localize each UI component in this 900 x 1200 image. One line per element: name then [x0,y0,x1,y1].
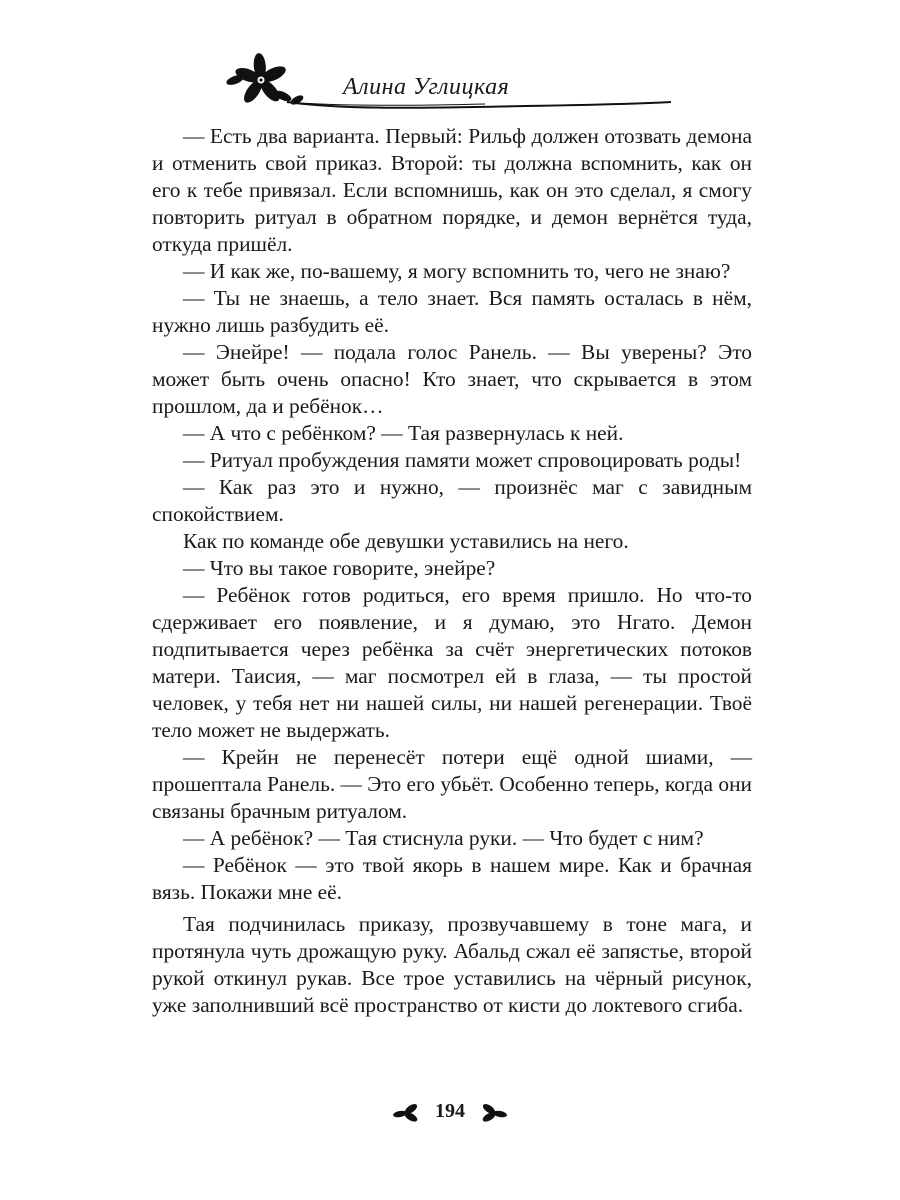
paragraph: — Ты не знаешь, а тело знает. Вся память осталась в нём, нужно лишь разбудить её. [152,286,752,337]
paragraph: — Ребёнок — это твой якорь в нашем мире. Как и брачная вязь. Покажи мне её. [152,853,752,904]
leaf-ornament-right-icon [479,1101,509,1123]
paragraph: — Что вы такое говорите, энейре? [183,556,496,580]
paragraph: — Ритуал пробуждения памяти может спровоцировать роды! [183,448,742,472]
paragraph: — Есть два варианта. Первый: Рильф должен отозвать демона и отменить свой приказ. Второй: ты должна вспомнить, как он его к тебе привязал. Если вспомнишь, как он это сделал, я смогу повторить ритуал в обратном порядке, и демон вернётся туда, откуда пришёл. [152,124,752,256]
paragraph: — И как же, по-вашему, я могу вспомнить то, чего не знаю? [183,259,731,283]
running-header [225,52,675,114]
page-body [152,123,752,1019]
paragraph: — Ребёнок готов родиться, его время пришло. Но что-то сдерживает его появление, и я думаю, это Нгато. Демон подпитывается через ребёнка за счёт энергетических потоков матери. Таисия, — маг посмотрел ей в глаза, — ты простой человек, у тебя нет ни нашей силы, ни нашей регенерации. Твоё тело может не выдержать. [152,583,752,742]
leaf-ornament-left-icon [391,1101,421,1123]
page-footer [0,1100,900,1130]
paragraph: Тая подчинилась приказу, прозвучавшему в тоне мага, и протянула чуть дрожащую руку. Абальд сжал её запястье, второй рукой откинул рукав. Все трое уставились на чёрный рисунок, уже заполнивший всё пространство от кисти до локтевого сгиба. [152,912,752,1017]
page-number: 194 [435,1100,465,1122]
paragraph: Как по команде обе девушки уставились на него. [183,529,629,553]
book-author: Алина Углицкая [343,74,510,100]
paragraph: — А ребёнок? — Тая стиснула руки. — Что будет с ним? [183,826,704,850]
paragraph: — Как раз это и нужно, — произнёс маг с завидным спокойствием. [152,475,752,526]
paragraph: — Крейн не перенесёт потери ещё одной шиами, — прошептала Ранель. — Это его убьёт. Особенно теперь, когда они связаны брачным ритуалом. [152,745,752,823]
paragraph: — А что с ребёнком? — Тая развернулась к ней. [183,421,624,445]
paragraph: — Энейре! — подала голос Ранель. — Вы уверены? Это может быть очень опасно! Кто знает, что скрывается в этом прошлом, да и ребёнок… [152,340,752,418]
